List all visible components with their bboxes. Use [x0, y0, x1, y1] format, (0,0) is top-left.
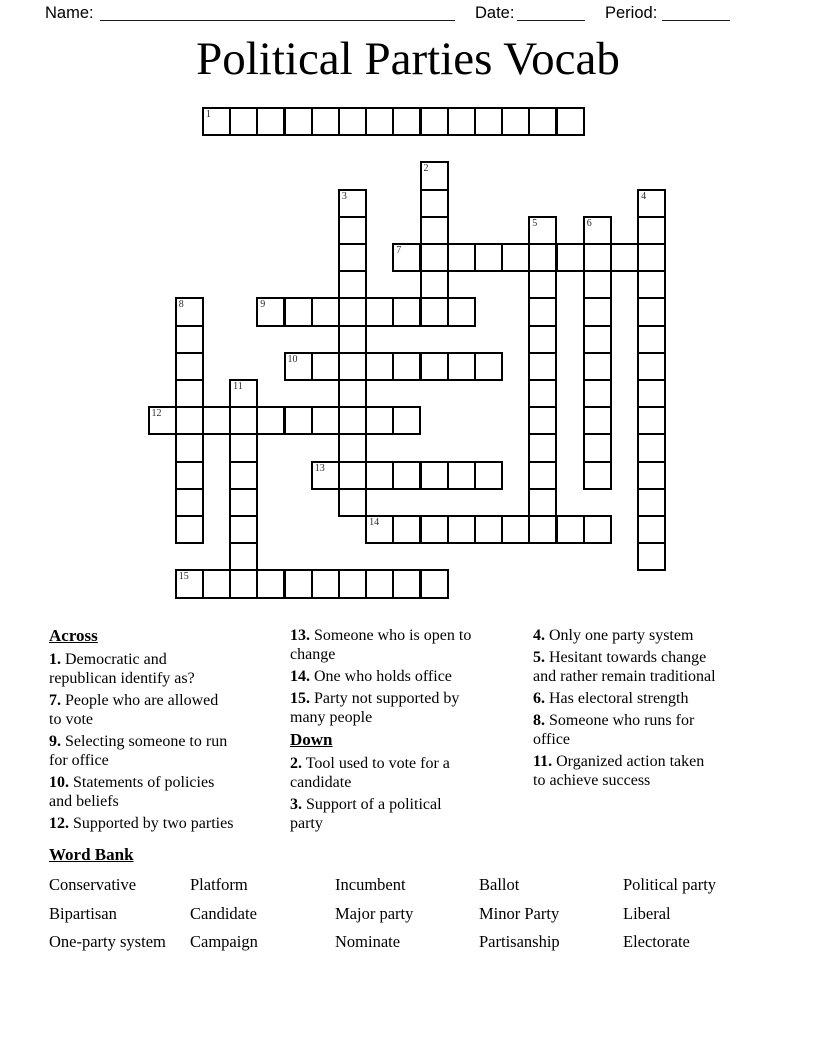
crossword-cell [528, 433, 557, 462]
clue: 2. Tool used to vote for a candidate [290, 755, 450, 791]
crossword-cell [229, 433, 258, 462]
word-bank-word: Campaign [190, 932, 258, 952]
crossword-cell [202, 107, 231, 136]
crossword-cell [447, 107, 476, 136]
crossword-cell [365, 406, 394, 435]
clue: 11. Organized action taken to achieve success [533, 753, 705, 789]
clues-heading: Across [49, 626, 98, 645]
crossword-cell [501, 243, 530, 272]
crossword-cell [338, 297, 367, 326]
crossword-cell [637, 433, 666, 462]
page-title: Political Parties Vocab [196, 33, 620, 85]
crossword-cell [202, 406, 231, 435]
crossword-cell [338, 433, 367, 462]
crossword-cell [528, 107, 557, 136]
crossword-cell [610, 243, 639, 272]
crossword-cell [583, 270, 612, 299]
crossword-cell [637, 461, 666, 490]
crossword-cell [637, 216, 666, 245]
crossword-cell [583, 325, 612, 354]
crossword-cell [637, 297, 666, 326]
crossword-cell [338, 270, 367, 299]
crossword-cell [583, 461, 612, 490]
crossword-cell [256, 297, 285, 326]
crossword-cell [175, 488, 204, 517]
crossword-cell [311, 461, 340, 490]
clue-number: 13. [290, 627, 310, 644]
cell-number: 8 [178, 299, 184, 311]
crossword-cell [392, 406, 421, 435]
clues-column-middle [290, 626, 478, 836]
cell-number: 14 [369, 517, 380, 528]
crossword-cell [229, 107, 258, 136]
clue-number: 4. [533, 627, 545, 644]
crossword-cell [392, 461, 421, 490]
word-bank-word: Electorate [623, 932, 690, 952]
clue-number: 12. [49, 815, 69, 832]
crossword-cell [637, 379, 666, 408]
crossword-cell [338, 243, 367, 272]
crossword-cell [175, 325, 204, 354]
crossword-cell [311, 569, 340, 598]
crossword-cell [583, 406, 612, 435]
clues-column-right [533, 626, 719, 793]
crossword-cell [175, 515, 204, 544]
clue: 3. Support of a political party [290, 796, 442, 832]
cell-number: 6 [586, 217, 592, 229]
crossword-cell [447, 243, 476, 272]
crossword-cell [528, 406, 557, 435]
crossword-cell [583, 297, 612, 326]
crossword-cell [637, 270, 666, 299]
crossword-cell [637, 189, 666, 218]
word-bank-word: Candidate [190, 903, 257, 923]
crossword-cell [284, 352, 313, 381]
crossword-cell [175, 297, 204, 326]
clue-number: 3. [290, 796, 302, 813]
crossword-cell [420, 297, 449, 326]
word-bank-word: Partisanship [479, 932, 560, 952]
clue-number: 2. [290, 755, 302, 772]
crossword-cell [528, 325, 557, 354]
crossword-cell [447, 297, 476, 326]
crossword-cell [338, 352, 367, 381]
crossword-cell [338, 325, 367, 354]
word-bank-word: Nominate [335, 932, 401, 952]
clue-number: 15. [290, 690, 310, 707]
crossword-cell [447, 515, 476, 544]
crossword-cell [338, 189, 367, 218]
crossword-cell [637, 542, 666, 571]
crossword-cell [556, 515, 585, 544]
crossword-cell [583, 243, 612, 272]
word-bank-word: Platform [190, 875, 248, 894]
crossword-cell [583, 352, 612, 381]
clue-number: 7. [49, 692, 61, 709]
crossword-cell [311, 297, 340, 326]
crossword-cell [556, 243, 585, 272]
cell-number: 10 [287, 353, 298, 365]
name-label: Name: [45, 4, 94, 22]
crossword-cell [338, 488, 367, 517]
crossword-cell [420, 216, 449, 245]
crossword-cell [175, 569, 204, 598]
crossword-cell [256, 406, 285, 435]
crossword-cell [229, 569, 258, 598]
crossword-cell [420, 569, 449, 598]
clue: 12. Supported by two parties [49, 815, 234, 832]
crossword-cell [229, 542, 258, 571]
crossword-cell [392, 297, 421, 326]
crossword-cell [392, 569, 421, 598]
crossword-cell [256, 107, 285, 136]
period-blank-line [662, 20, 730, 21]
crossword-cell [474, 107, 503, 136]
crossword-cell [256, 569, 285, 598]
crossword-cell [365, 352, 394, 381]
word-bank [49, 875, 716, 961]
cell-number: 4 [641, 190, 647, 202]
crossword-cell [528, 243, 557, 272]
clue: 15. Party not supported by many people [290, 690, 460, 726]
crossword-cell [474, 461, 503, 490]
crossword-cell [284, 406, 313, 435]
crossword-cell [365, 107, 394, 136]
crossword-cell [175, 406, 204, 435]
crossword-cell [175, 433, 204, 462]
crossword-cell [528, 216, 557, 245]
clue-number: 5. [533, 649, 545, 666]
crossword-cell [365, 569, 394, 598]
cell-number: 7 [396, 245, 402, 256]
clue: 7. People who are allowed to vote [49, 692, 219, 728]
clue: 4. Only one party system [533, 627, 694, 644]
crossword-cell [637, 515, 666, 544]
crossword-cell [556, 107, 585, 136]
word-bank-word: Political party [623, 875, 717, 894]
crossword-cell [420, 243, 449, 272]
crossword-cell [637, 243, 666, 272]
crossword-cell [528, 270, 557, 299]
clue-number: 10. [49, 774, 69, 791]
cell-number: 3 [341, 190, 347, 202]
crossword-cell [474, 515, 503, 544]
clue-number: 1. [49, 651, 61, 668]
crossword-cell [365, 461, 394, 490]
period-label: Period: [605, 4, 658, 22]
crossword-cell [420, 270, 449, 299]
crossword-cell [474, 352, 503, 381]
crossword-cell [202, 569, 231, 598]
crossword-cell [338, 216, 367, 245]
crossword-cell [365, 515, 394, 544]
cell-number: 5 [532, 217, 538, 229]
crossword-cell [420, 189, 449, 218]
crossword-cell [528, 515, 557, 544]
crossword-cell [447, 461, 476, 490]
crossword-cell [501, 107, 530, 136]
crossword-cell [528, 352, 557, 381]
crossword-cell [637, 488, 666, 517]
word-bank-word: Incumbent [335, 875, 406, 894]
crossword-cell [583, 379, 612, 408]
crossword-cell [420, 161, 449, 190]
crossword-cell [637, 325, 666, 354]
crossword-cell [420, 352, 449, 381]
crossword-cell [528, 297, 557, 326]
crossword-cell [229, 461, 258, 490]
clues-heading: Down [290, 730, 333, 749]
crossword-cell [229, 515, 258, 544]
crossword-cell [528, 461, 557, 490]
crossword-cell [338, 569, 367, 598]
word-bank-heading: Word Bank [49, 845, 134, 864]
cell-number: 2 [423, 163, 429, 175]
crossword-cell [338, 461, 367, 490]
crossword-cell [583, 433, 612, 462]
date-label: Date: [475, 4, 515, 22]
clue-number: 9. [49, 733, 61, 750]
word-bank-word: Ballot [479, 875, 520, 894]
crossword-cell [229, 379, 258, 408]
cell-number: 15 [178, 571, 189, 583]
crossword-cell [338, 406, 367, 435]
word-bank-word: One-party system [49, 932, 166, 952]
crossword-cell [528, 379, 557, 408]
crossword-cell [175, 461, 204, 490]
crossword-cell [583, 515, 612, 544]
crossword-cell [637, 406, 666, 435]
clue: 5. Hesitant towards change and rather remain traditional [533, 649, 716, 685]
crossword-cell [447, 352, 476, 381]
clue: 13. Someone who is open to change [290, 627, 472, 663]
crossword-cell [583, 216, 612, 245]
crossword-cell [229, 488, 258, 517]
crossword-cell [284, 107, 313, 136]
cell-number: 12 [151, 408, 162, 420]
clue: 14. One who holds office [290, 668, 452, 685]
crossword-cell [175, 379, 204, 408]
cell-number: 9 [260, 299, 266, 311]
word-bank-word: Bipartisan [49, 903, 117, 923]
crossword-cell [501, 515, 530, 544]
cell-number: 11 [233, 381, 243, 392]
crossword-cell [420, 515, 449, 544]
crossword-cell [229, 406, 258, 435]
crossword-cell [311, 107, 340, 136]
crossword-cell [637, 352, 666, 381]
crossword-cell [474, 243, 503, 272]
date-blank-line [517, 20, 585, 21]
cell-number: 1 [205, 109, 211, 120]
clue-number: 14. [290, 668, 310, 685]
cell-number: 13 [314, 462, 325, 474]
word-bank-word: Major party [335, 903, 414, 923]
crossword-cell [284, 569, 313, 598]
crossword-cell [311, 406, 340, 435]
crossword-cell [148, 406, 177, 435]
word-bank-word: Conservative [49, 875, 137, 894]
clue-number: 8. [533, 712, 545, 729]
clue: 10. Statements of policies and beliefs [49, 774, 215, 810]
word-bank-word: Liberal [623, 903, 671, 923]
word-bank-word: Minor Party [479, 903, 560, 923]
clues-column-left [49, 626, 234, 836]
crossword-cell [338, 107, 367, 136]
crossword-cell [420, 107, 449, 136]
clue: 8. Someone who runs for office [533, 712, 695, 748]
clue: 6. Has electoral strength [533, 690, 689, 707]
crossword-cell [338, 379, 367, 408]
crossword-cell [175, 352, 204, 381]
clue-number: 11. [533, 753, 553, 770]
crossword-cell [392, 352, 421, 381]
crossword-cell [365, 297, 394, 326]
crossword-cell [392, 107, 421, 136]
crossword-cell [284, 297, 313, 326]
name-blank-line [100, 20, 455, 21]
clue: 1. Democratic and republican identify as? [49, 651, 195, 687]
crossword-cell [311, 352, 340, 381]
clue-number: 6. [533, 690, 545, 707]
clue: 9. Selecting someone to run for office [49, 733, 228, 769]
crossword-cell [420, 461, 449, 490]
crossword-cell [528, 488, 557, 517]
crossword-cell [392, 515, 421, 544]
crossword-cell [392, 243, 421, 272]
